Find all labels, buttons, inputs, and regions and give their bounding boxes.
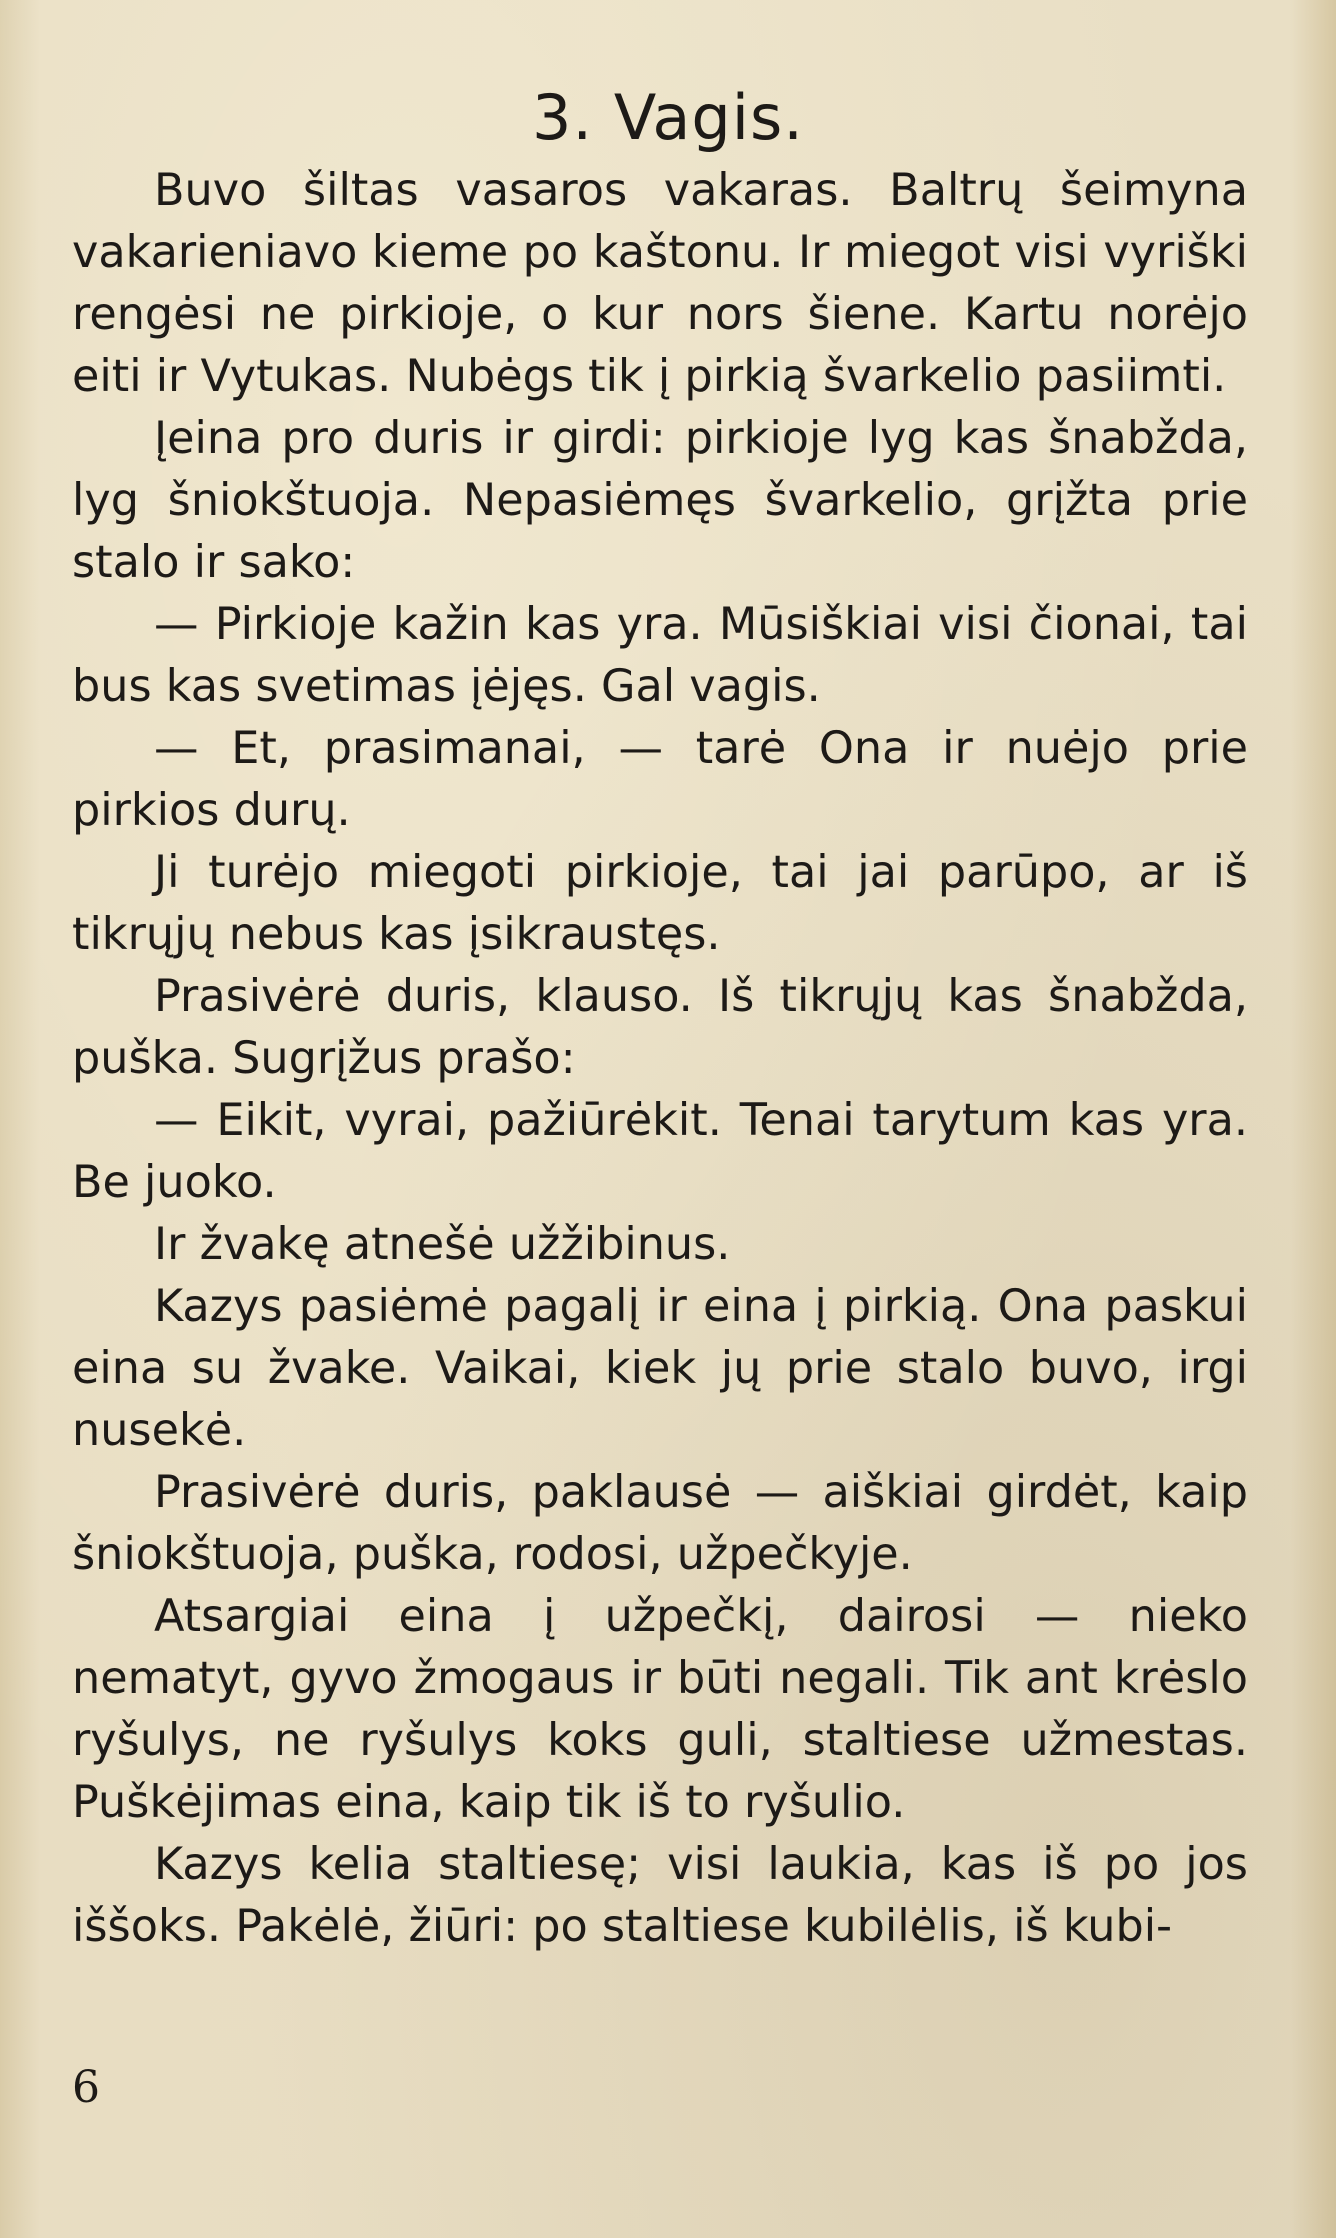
paragraph: Kazys kelia staltiesę; visi laukia, kas iš po jos iššoks. Pakėlė, žiūri: po staltiese kubilėlis, iš kubi- bbox=[72, 1839, 1248, 1952]
chapter-body bbox=[72, 160, 1248, 1958]
paragraph: Kazys pasiėmė pagalį ir eina į pirkią. Ona paskui eina su žvake. Vaikai, kiek jų prie stalo buvo, irgi nusekė. bbox=[72, 1281, 1248, 1456]
paragraph: Ji turėjo miegoti pirkioje, tai jai parūpo, ar iš tikrųjų nebus kas įsikraustęs. bbox=[72, 847, 1248, 960]
page-number: 6 bbox=[72, 2062, 100, 2113]
dialog-paragraph: — Eikit, vyrai, pažiūrėkit. Tenai tarytum kas yra. Be juoko. bbox=[72, 1095, 1248, 1208]
dialog-paragraph: — Pirkioje kažin kas yra. Mūsiškiai visi čionai, tai bus kas svetimas įėjęs. Gal vagis. bbox=[72, 599, 1248, 712]
dialog-paragraph: — Et, prasimanai, — tarė Ona ir nuėjo prie pirkios durų. bbox=[72, 723, 1248, 836]
chapter-title: 3. Vagis. bbox=[531, 81, 805, 154]
paragraph: Prasivėrė duris, paklausė — aiškiai girdėt, kaip šniokštuoja, puška, rodosi, užpečkyje. bbox=[72, 1467, 1248, 1580]
paragraph: Buvo šiltas vasaros vakaras. Baltrų šeimyna vakarieniavo kieme po kaštonu. Ir miegot visi vyriški rengėsi ne pirkioje, o kur nors šiene. Kartu norėjo eiti ir Vytukas. Nubėgs tik į pirkią švarkelio pasiimti. bbox=[72, 165, 1248, 402]
paragraph: Įeina pro duris ir girdi: pirkioje lyg kas šnabžda, lyg šniokštuoja. Nepasiėmęs švarkelio, grįžta prie stalo ir sako: bbox=[72, 413, 1248, 588]
paragraph: Ir žvakę atnešė užžibinus. bbox=[154, 1219, 731, 1270]
paragraph: Atsargiai eina į užpečkį, dairosi — nieko nematyt, gyvo žmogaus ir būti negali. Tik ant krėslo ryšulys, ne ryšulys koks guli, staltiese užmestas. Puškėjimas eina, kaip tik iš to ryšulio. bbox=[72, 1591, 1248, 1828]
paragraph: Prasivėrė duris, klauso. Iš tikrųjų kas šnabžda, puška. Sugrįžus prašo: bbox=[72, 971, 1248, 1084]
